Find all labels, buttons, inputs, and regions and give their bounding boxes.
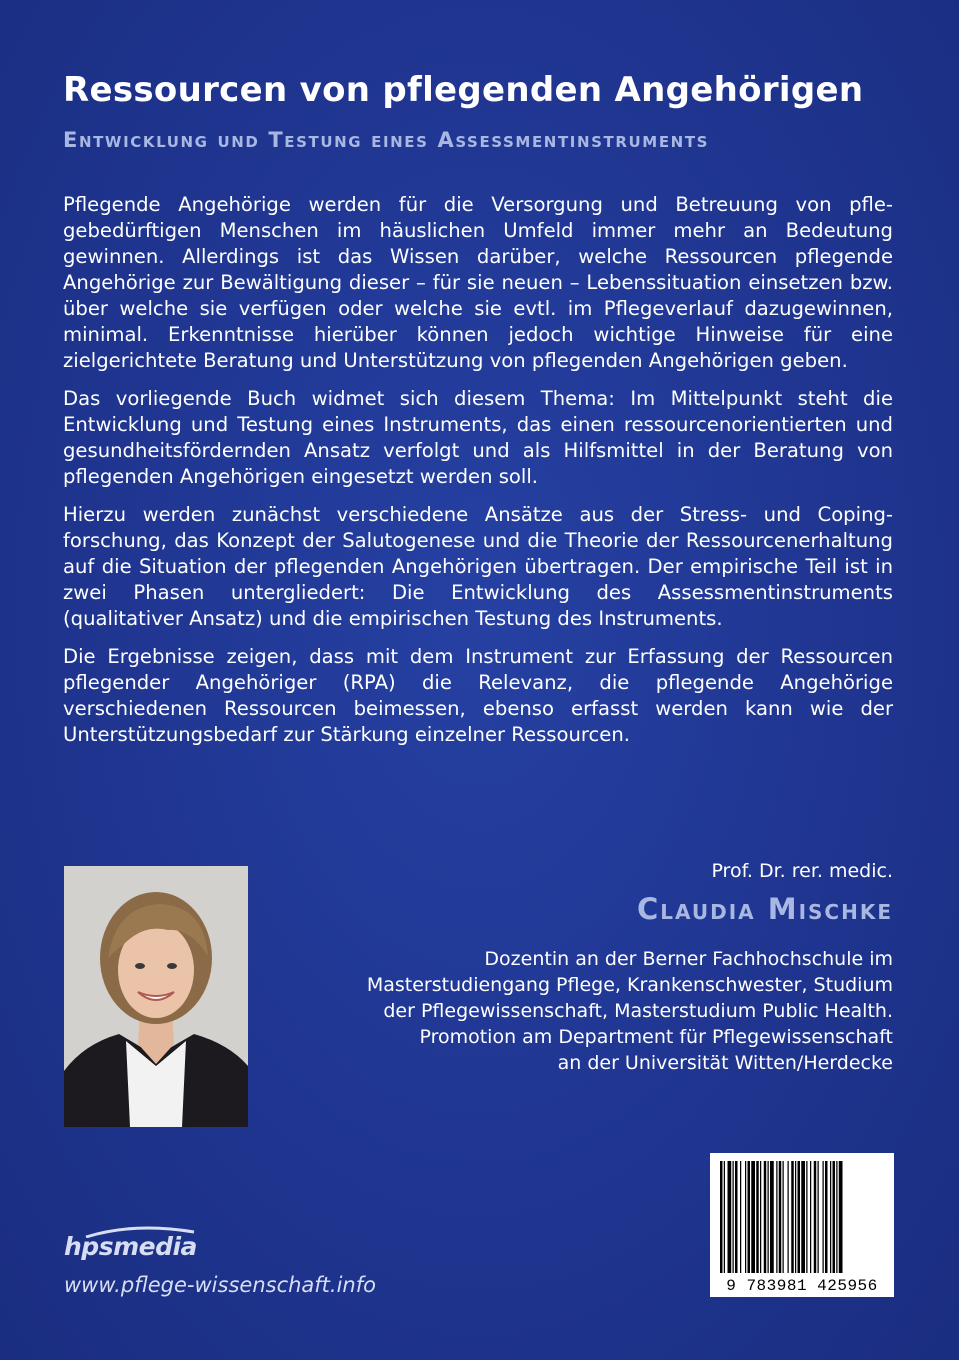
blurb-paragraph: Pflegende Angehörige werden für die Versorgung und Betreuung von pflegebedürftigen Menschen im häuslichen Umfeld immer mehr an Bedeutung gewinnen. Allerdings ist das Wissen darüber, welche Ressourcen pflegende Angehörige zur Bewältigung dieser – für sie neuen – Lebenssituation einsetzen bzw. über welche sie verfügen oder welche sie evtl. im Pflegeverlauf dazugewinnen, minimal. Erkenntnisse hierüber können jedoch wichtige Hinweise für eine zielgerichtete Beratung und Unterstützung von pflegenden Angehörigen geben. [63,193,893,372]
barcode-bar [788,1161,789,1273]
barcode-bar [801,1161,805,1273]
author-bio-line: der Pflegewissenschaft, Masterstudium Public Health. [383,1000,893,1022]
publisher-name: hpsmedia [64,1232,197,1261]
barcode-bar [768,1161,769,1273]
barcode-bar [735,1161,738,1273]
barcode-bar [806,1161,807,1273]
isbn-barcode [710,1153,894,1297]
blurb-paragraph: Hierzu werden zunächst verschiedene Ansätze aus der Stress- und Copingforschung, das Konzept der Salutogenese und die Theorie der Ressourcenerhaltung auf die Situation der pflegenden Angehörigen übertragen. Der empirische Teil ist in zwei Phasen untergliedert: Die Entwicklung des Assessmentinstruments (qualitativer Ansatz) und die empirischen Testung des Instruments. [63,503,893,630]
barcode-bar [751,1161,755,1273]
barcode-bar [733,1161,734,1273]
barcode-bar [798,1161,801,1273]
author-photo [64,866,248,1127]
barcode-bar [779,1161,782,1273]
author-credentials: Prof. Dr. rer. medic. [711,860,893,882]
author-bio-line: Dozentin an der Berner Fachhochschule im [484,948,893,970]
blurb-paragraph: Das vorliegende Buch widmet sich diesem Thema: Im Mittelpunkt steht die Entwicklung und Testung eines Instruments, das einen ressourcenorientierten und gesundheitsfördernden Ansatz verfolgt und als Hilfsmittel in der Beratung von pflegenden Angehörigen eingesetzt werden soll. [63,387,893,488]
barcode-bar [833,1161,836,1273]
barcode-bar [764,1161,767,1273]
barcode-bar [810,1161,811,1273]
book-subtitle: Entwicklung und Testung eines Assessmentinstruments [63,128,710,152]
barcode-bar [770,1161,774,1273]
blurb [63,192,893,760]
author-bio [273,946,893,1076]
author-bio-line: Masterstudiengang Pflege, Krankenschwester, Studium [366,974,893,996]
barcode-bar [748,1161,751,1273]
isbn-number: 9 783981 425956 [726,1277,878,1295]
barcode-bars [710,1153,894,1277]
barcode-bar [830,1161,831,1273]
barcode-bar [823,1161,824,1273]
barcode-bar [720,1161,723,1273]
barcode-bar [724,1161,725,1273]
author-portrait-illustration [64,866,248,1127]
publisher-url: www.pflege-wissenschaft.info [64,1273,376,1297]
barcode-bar [836,1161,837,1273]
barcode-bar [814,1161,817,1273]
barcode-bar [791,1161,794,1273]
barcode-bar [795,1161,796,1273]
book-title: Ressourcen von pflegenden Angehörigen [63,70,864,110]
barcode-bar [818,1161,819,1273]
blurb-paragraph: Die Ergebnisse zeigen, dass mit dem Instrument zur Erfassung der Ressourcen pflegender Angehöriger (RPA) die Relevanz, die pflegende Angehörige verschiedenen Ressourcen beimessen, ebenso erfasst werden kann wie der Unterstützungsbedarf zur Stärkung einzelner Ressourcen. [63,645,893,746]
barcode-bar [760,1161,761,1273]
barcode-bar [839,1161,843,1273]
author-name: Claudia Mischke [636,892,893,926]
barcode-bar [783,1161,784,1273]
barcode-bar [745,1161,746,1273]
barcode-bar [728,1161,732,1273]
publisher-logo [64,1232,197,1261]
barcode-bar [756,1161,759,1273]
logo-swoosh-icon [84,1226,196,1238]
barcode-bar [825,1161,828,1273]
author-bio-line: Promotion am Department für Pflegewissenschaft [419,1026,893,1048]
barcode-bar [776,1161,777,1273]
barcode-bar [740,1161,741,1273]
author-bio-line: an der Universität Witten/Herdecke [557,1052,893,1074]
